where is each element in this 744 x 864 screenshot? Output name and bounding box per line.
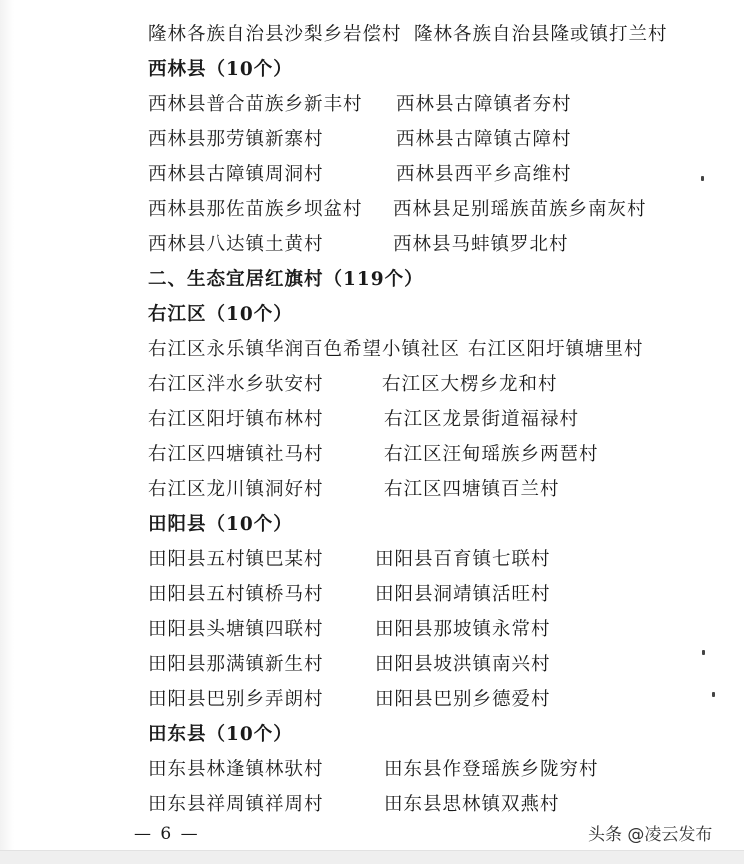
page-shadow-left [0,0,14,863]
scan-speck [712,692,715,697]
village-entry: 田阳县巴别乡弄朗村 [148,689,324,710]
village-entry: 右江区阳圩镇布林村 [148,409,324,430]
scan-speck [701,176,704,181]
village-entry: 右江区大楞乡龙和村 [382,374,558,395]
village-entry: 右江区阳圩镇塘里村 [468,339,644,360]
village-entry: 右江区永乐镇华润百色希望小镇社区 [148,339,461,360]
village-entry: 西林县古障镇周洞村 [148,164,324,185]
county-heading-xilin: 西林县（10个） [148,59,293,80]
county-heading-youjiang: 右江区（10个） [148,304,293,325]
county-heading-tiandong: 田东县（10个） [148,724,293,745]
village-entry: 田阳县坡洪镇南兴村 [375,654,551,675]
village-entry: 田东县作登瑶族乡陇穷村 [384,759,599,780]
village-entry: 田东县思林镇双燕村 [384,794,560,815]
village-entry: 西林县古障镇古障村 [396,129,572,150]
village-entry: 右江区四塘镇社马村 [148,444,324,465]
scan-speck [702,650,705,655]
village-entry: 田阳县那坡镇永常村 [375,619,551,640]
village-entry: 田东县林逢镇林驮村 [148,759,324,780]
village-entry: 右江区龙川镇洞好村 [148,479,324,500]
county-heading-tianyang: 田阳县（10个） [148,514,293,535]
village-entry: 右江区龙景街道福禄村 [384,409,580,430]
page-shadow-bottom [0,850,744,864]
village-entry: 田阳县五村镇巴某村 [148,549,324,570]
village-entry: 西林县八达镇土黄村 [148,234,324,255]
village-entry: 西林县西平乡高维村 [396,164,572,185]
village-entry: 田阳县洞靖镇活旺村 [375,584,551,605]
village-entry: 西林县足别瑶族苗族乡南灰村 [393,199,647,220]
village-entry: 田阳县五村镇桥马村 [148,584,324,605]
village-entry: 右江区汪甸瑶族乡两琶村 [384,444,599,465]
village-entry: 西林县那劳镇新寨村 [148,129,324,150]
village-entry: 田阳县巴别乡德爱村 [375,689,551,710]
page-number: — 6 — [134,824,200,844]
source-watermark: 头条 @凌云发布 [588,825,713,845]
village-entry: 隆林各族自治县隆或镇打兰村 [414,24,668,45]
village-entry: 西林县那佐苗族乡坝盆村 [148,199,363,220]
village-entry: 田阳县头塘镇四联村 [148,619,324,640]
village-entry: 田阳县那满镇新生村 [148,654,324,675]
village-entry: 西林县马蚌镇罗北村 [393,234,569,255]
village-entry: 田东县祥周镇祥周村 [148,794,324,815]
village-entry: 西林县普合苗族乡新丰村 [148,94,363,115]
section-heading: 二、生态宜居红旗村（119个） [148,269,424,290]
village-entry: 隆林各族自治县沙梨乡岩偿村 [148,24,402,45]
village-entry: 右江区四塘镇百兰村 [384,479,560,500]
village-entry: 右江区泮水乡驮安村 [148,374,324,395]
village-entry: 西林县古障镇者夯村 [396,94,572,115]
village-entry: 田阳县百育镇七联村 [375,549,551,570]
